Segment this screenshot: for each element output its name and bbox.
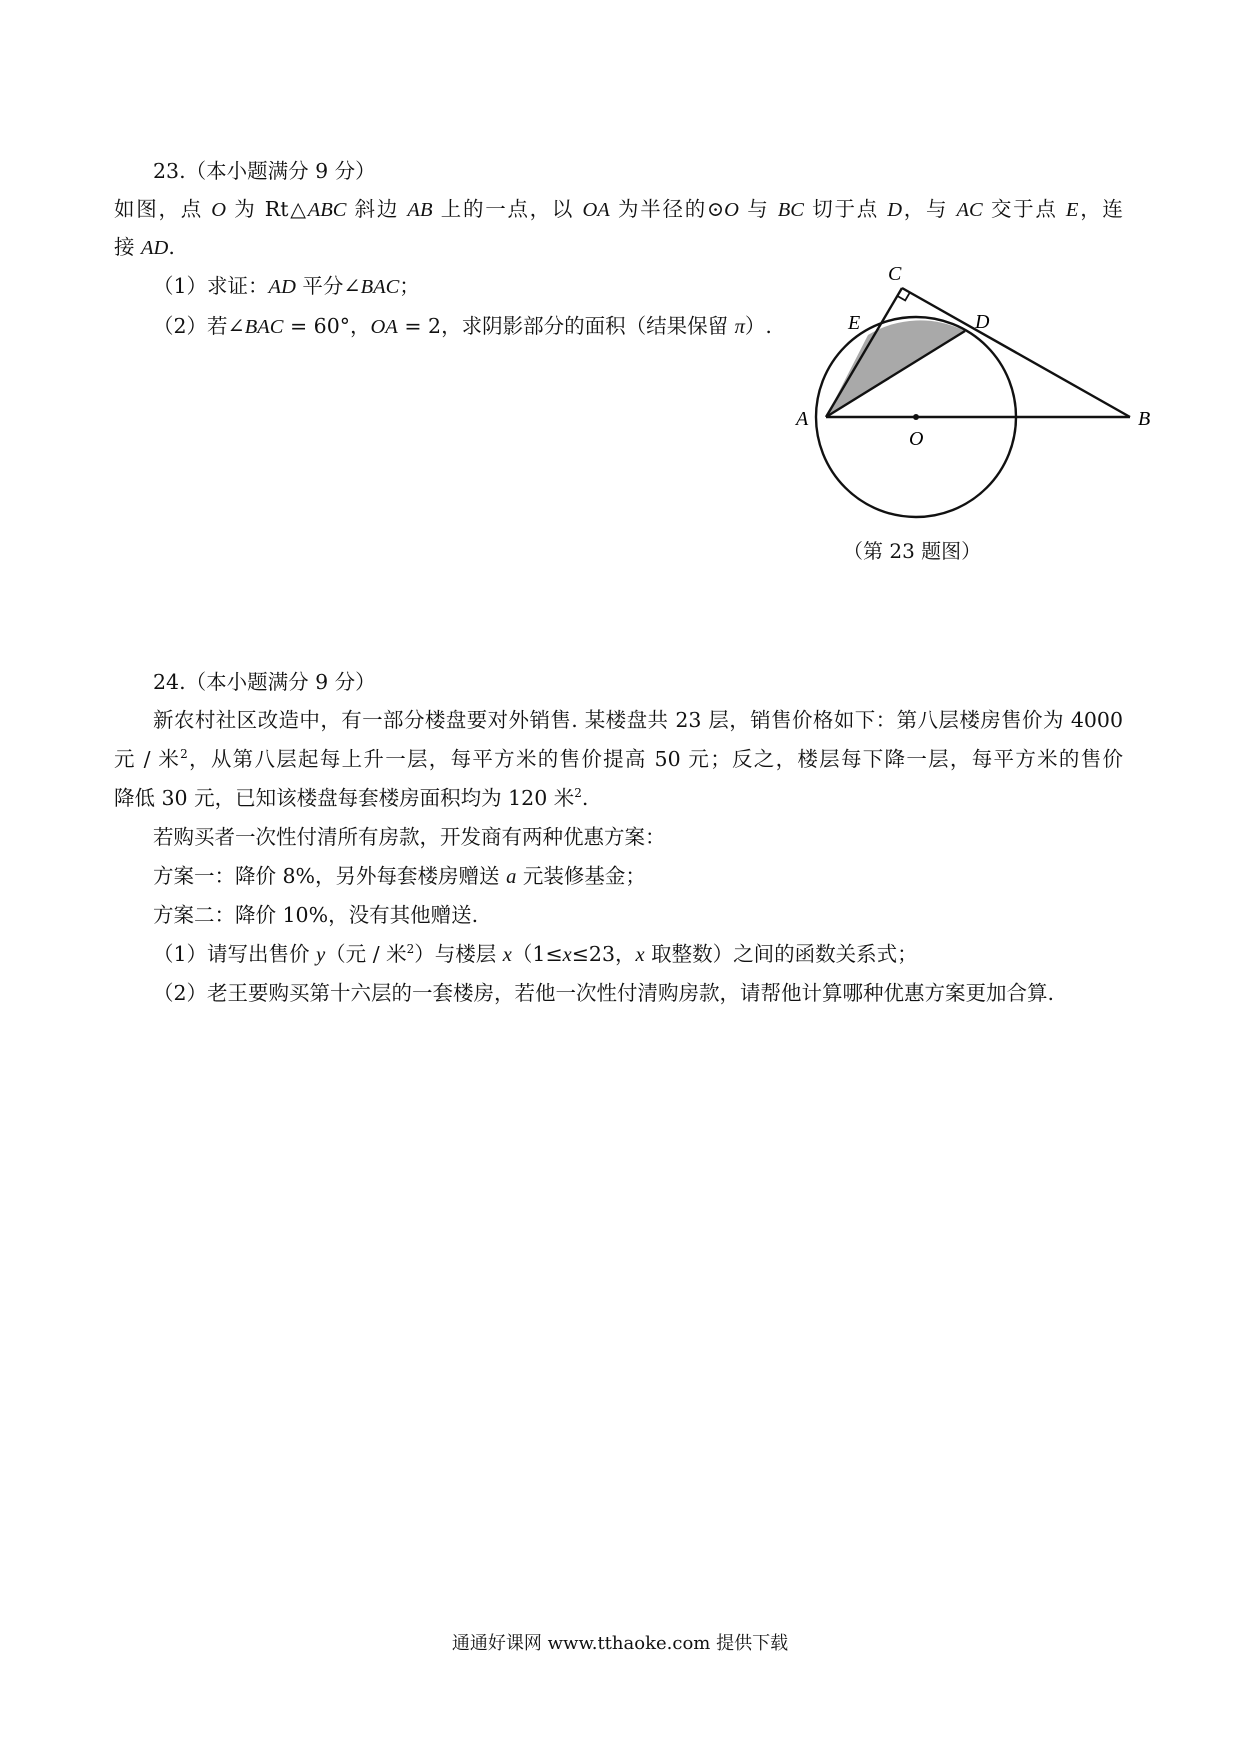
q24-plan2: 方案二：降价 10%，没有其他赠送. (153, 903, 479, 927)
label-o: O (909, 428, 924, 450)
q24-p2: 若购买者一次性付清所有房款，开发商有两种优惠方案： (153, 825, 666, 849)
q24-header: 24.（本小题满分 9 分） (153, 670, 376, 694)
q24-p1-line3: 降低 30 元，已知该楼盘每套楼房面积均为 120 米$^2$. (114, 786, 589, 810)
q24-part1: （1）请写出售价 y（元 / 米$^2$）与楼层 x（1≤x≤23，x 取整数）之间的函数关系式； (153, 942, 918, 966)
label-d: D (975, 311, 990, 333)
q23-part2: （2）若∠BAC = 60°，OA = 2，求阴影部分的面积（结果保留 π）. (153, 314, 772, 338)
q23-header: 23.（本小题满分 9 分） (153, 159, 376, 183)
label-c: C (888, 263, 902, 285)
page-footer: 通通好课网 www.tthaoke.com 提供下载 (451, 1633, 789, 1654)
segment-cb (902, 288, 1130, 417)
center-point-o (913, 414, 919, 420)
q23-body-line2: 接 AD. (114, 235, 175, 259)
q23-figure-caption: （第 23 题图） (843, 539, 982, 563)
q23-part1: （1）求证：AD 平分∠BAC； (153, 274, 420, 298)
shaded-region (826, 320, 965, 417)
label-e: E (848, 312, 861, 334)
q24-p1-line1: 新农村社区改造中，有一部分楼盘要对外销售. 某楼盘共 23 层，销售价格如下：第八层楼房售价为 4000 (153, 708, 1123, 732)
label-a: A (796, 408, 809, 430)
q23-geometry-figure (770, 255, 1150, 535)
q23-body-line1: 如图，点 O 为 Rt△ABC 斜边 AB 上的一点，以 OA 为半径的⊙O 与 BC 切于点 D，与 AC 交于点 E，连 (114, 197, 1123, 221)
q24-part2: （2）老王要购买第十六层的一套楼房，若他一次性付清购房款，请帮他计算哪种优惠方案更加合算. (153, 981, 1055, 1005)
q24-plan1: 方案一：降价 8%，另外每套楼房赠送 a 元装修基金； (153, 864, 646, 888)
label-b: B (1138, 408, 1150, 430)
q24-p1-line2: 元 / 米$^2$，从第八层起每上升一层，每平方米的售价提高 50 元；反之，楼层每下降一层，每平方米的售价 (114, 747, 1123, 771)
